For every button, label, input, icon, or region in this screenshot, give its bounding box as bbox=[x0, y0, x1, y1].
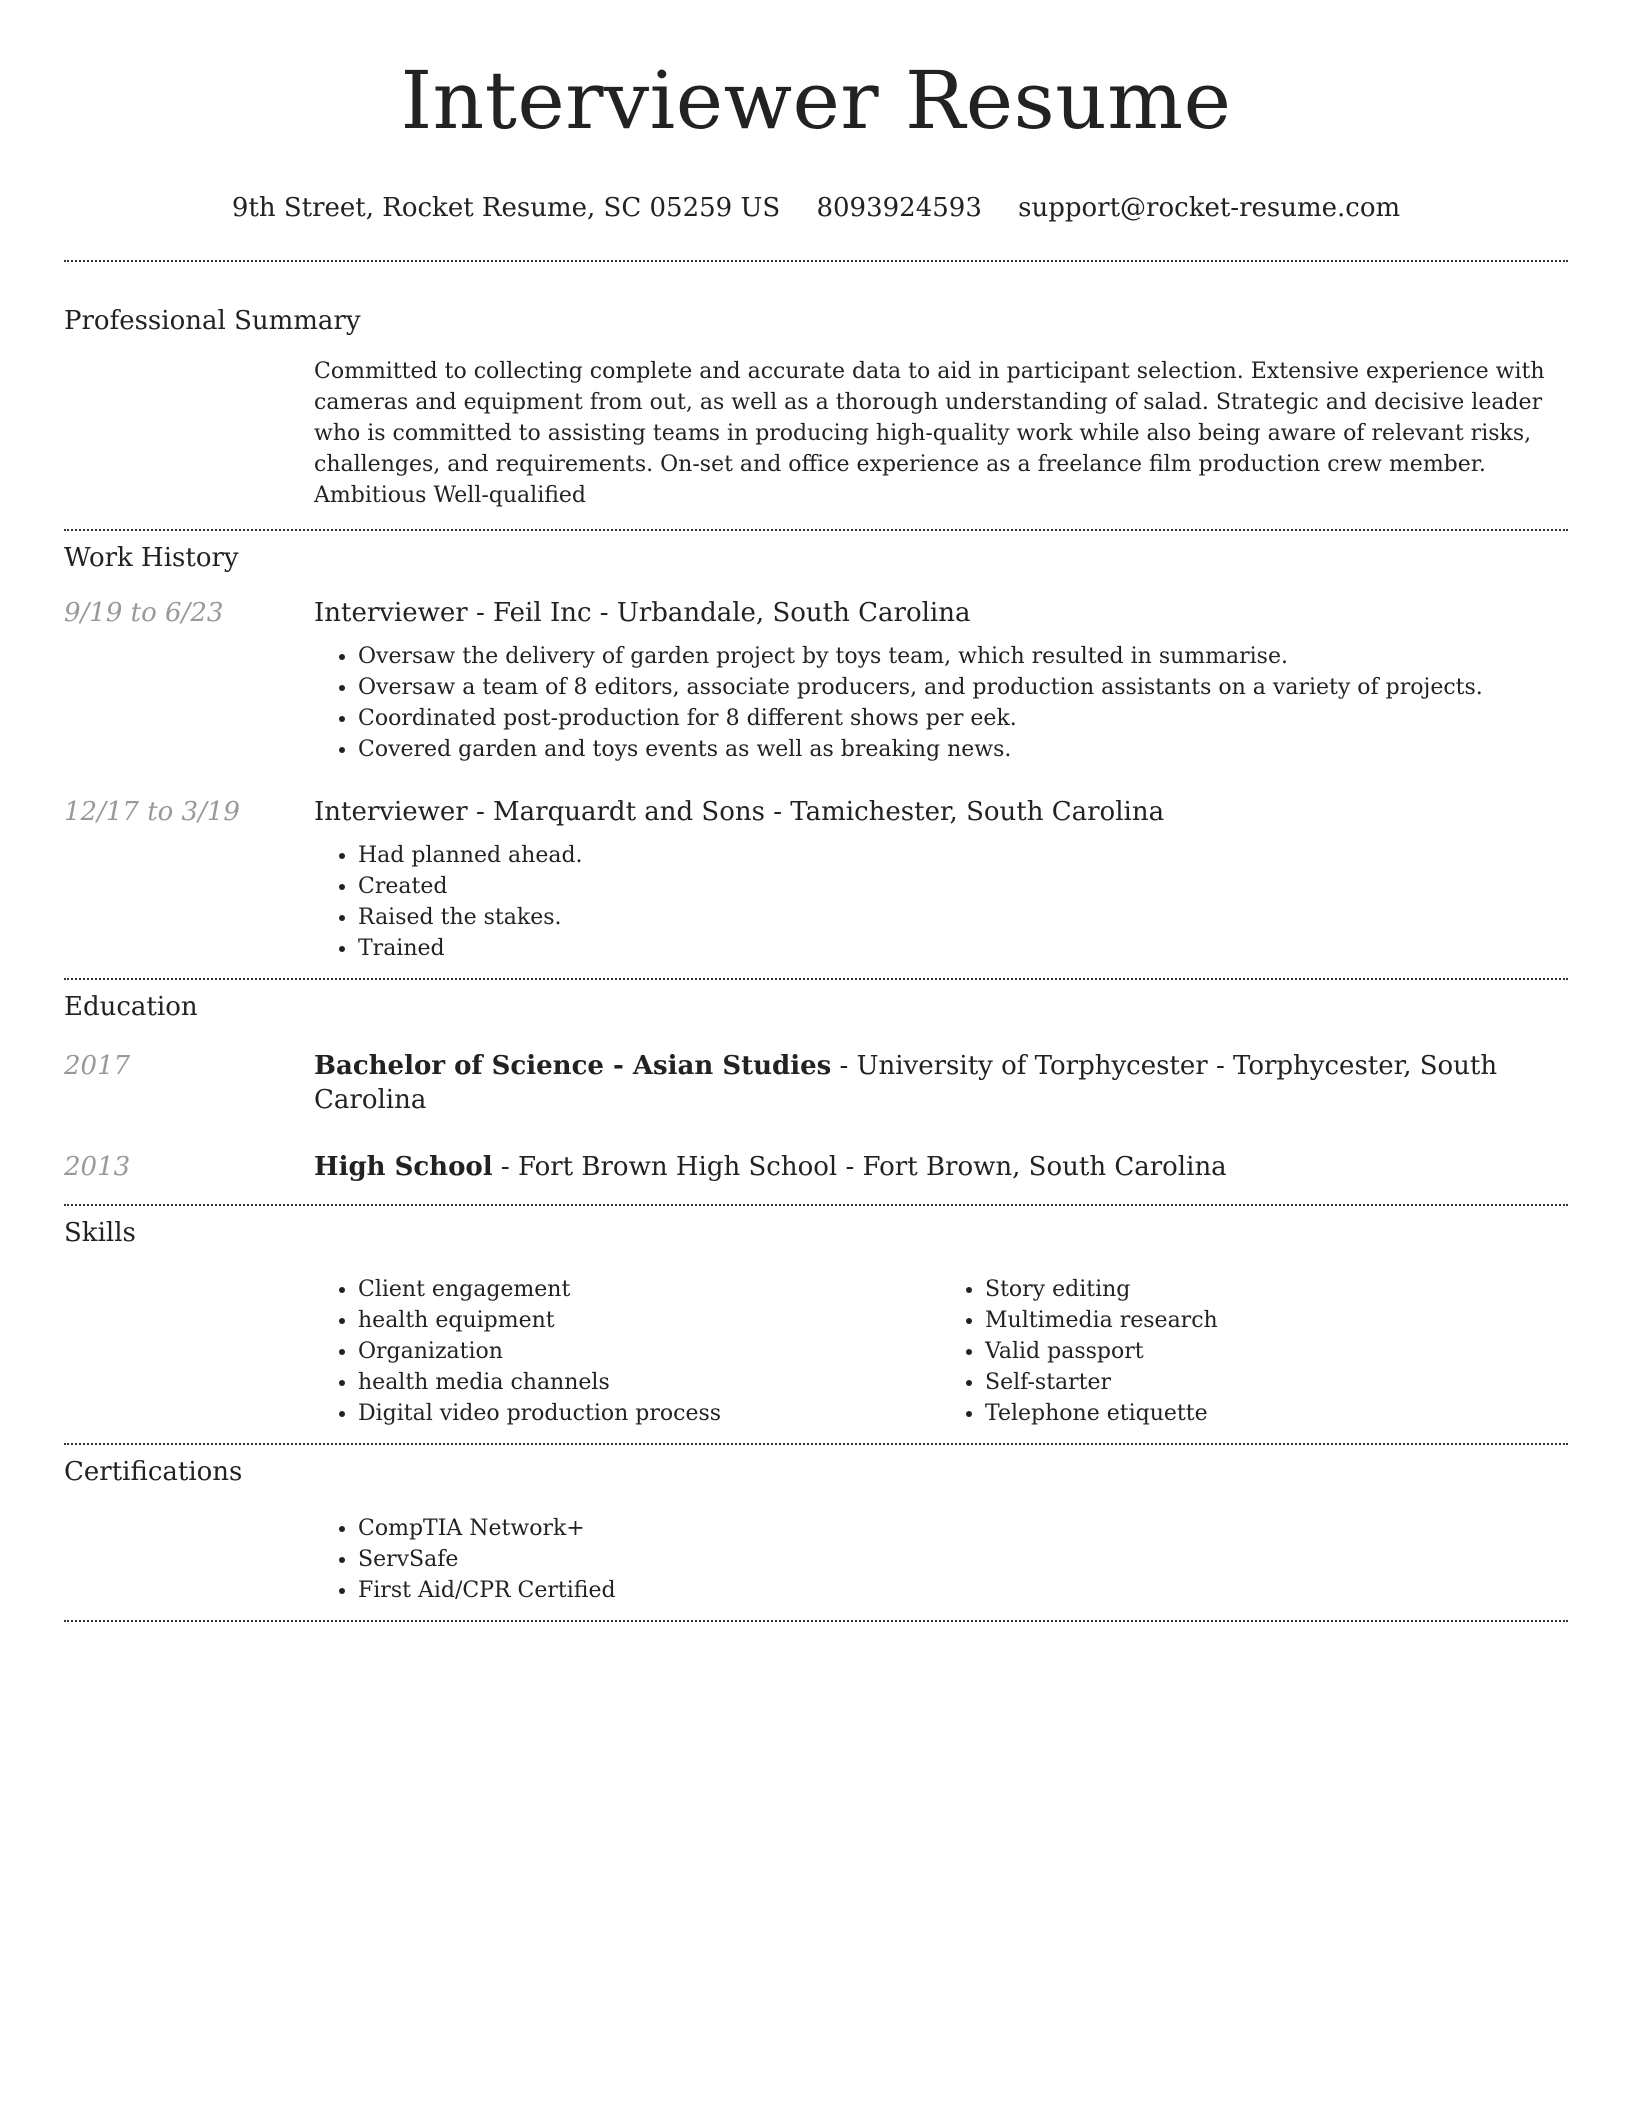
section-divider bbox=[64, 1620, 1568, 1622]
list-item: • Multimedia research bbox=[985, 1305, 1568, 1336]
list-item: • Self-starter bbox=[985, 1367, 1568, 1398]
list-item: • ServSafe bbox=[358, 1544, 1568, 1575]
list-item: • First Aid/CPR Certified bbox=[358, 1575, 1568, 1606]
list-item: • Valid passport bbox=[985, 1336, 1568, 1367]
list-item: • Oversaw the delivery of garden project by toys team, which resulted in summarise. bbox=[358, 641, 1568, 672]
list-item: • Coordinated post-production for 8 different shows per eek. bbox=[358, 703, 1568, 734]
job-title: Interviewer - Feil Inc - Urbandale, South Carolina bbox=[314, 598, 971, 628]
list-item: • CompTIA Network+ bbox=[358, 1513, 1568, 1544]
section-divider bbox=[64, 1204, 1568, 1206]
job-title: Interviewer - Marquardt and Sons - Tamichester, South Carolina bbox=[314, 797, 1165, 827]
list-item: • health media channels bbox=[358, 1367, 941, 1398]
list-item: • Created bbox=[358, 871, 1568, 902]
education-entry bbox=[64, 1049, 1568, 1117]
list-item: • Digital video production process bbox=[358, 1398, 941, 1429]
resume-title: Interviewer Resume bbox=[400, 54, 1232, 147]
section-divider bbox=[64, 1443, 1568, 1445]
job-bullets bbox=[314, 641, 1568, 765]
list-item: • Oversaw a team of 8 editors, associate producers, and production assistants on a variety of projects. bbox=[358, 672, 1568, 703]
education-year: 2017 bbox=[64, 1051, 131, 1081]
job-entry bbox=[64, 795, 1568, 964]
skills-list-left bbox=[314, 1274, 941, 1429]
summary-section bbox=[64, 304, 1568, 511]
contact-address: 9th Street, Rocket Resume, SC 05259 US bbox=[231, 193, 781, 223]
list-item: • Raised the stakes. bbox=[358, 902, 1568, 933]
education-section bbox=[64, 990, 1568, 1184]
education-degree: Bachelor of Science - Asian Studies bbox=[314, 1051, 832, 1081]
list-item: • Telephone etiquette bbox=[985, 1398, 1568, 1429]
skills-section bbox=[64, 1216, 1568, 1429]
education-degree: High School bbox=[314, 1152, 493, 1182]
list-item: • Client engagement bbox=[358, 1274, 941, 1305]
contact-email: support@rocket-resume.com bbox=[1018, 193, 1401, 223]
job-dates: 12/17 to 3/19 bbox=[64, 797, 240, 827]
section-divider bbox=[64, 260, 1568, 262]
summary-text: Committed to collecting complete and accurate data to aid in participant selection. Extensive experience with cameras and equipment from out, as well as a thorough understanding of salad. Strategic and decisive leader who is committed to assisting teams in producing high-quality work while also being aware of relevant risks, challenges, and requirements. On-set and office experience as a freelance film production crew member. Ambitious Well-qualified bbox=[314, 359, 1545, 508]
certifications-list bbox=[314, 1513, 1568, 1606]
education-entry bbox=[64, 1150, 1568, 1184]
education-year: 2013 bbox=[64, 1152, 131, 1182]
list-item: • health equipment bbox=[358, 1305, 941, 1336]
list-item: • Had planned ahead. bbox=[358, 840, 1568, 871]
certifications-heading: Certifications bbox=[64, 1457, 243, 1487]
list-item: • Organization bbox=[358, 1336, 941, 1367]
education-heading: Education bbox=[64, 992, 198, 1022]
contact-line bbox=[64, 190, 1568, 226]
list-item: • Trained bbox=[358, 933, 1568, 964]
job-entry bbox=[64, 596, 1568, 765]
contact-phone: 8093924593 bbox=[816, 193, 982, 223]
list-item: • Covered garden and toys events as well as breaking news. bbox=[358, 734, 1568, 765]
section-divider bbox=[64, 529, 1568, 531]
education-school: - Fort Brown High School - Fort Brown, South Carolina bbox=[492, 1152, 1227, 1182]
certifications-section bbox=[64, 1455, 1568, 1606]
work-section bbox=[64, 541, 1568, 964]
list-item: • Story editing bbox=[985, 1274, 1568, 1305]
education-school: - University of Torphycester - Torphycester, South Carolina bbox=[314, 1051, 1498, 1115]
section-divider bbox=[64, 978, 1568, 980]
skills-list-right bbox=[941, 1274, 1568, 1429]
job-bullets bbox=[314, 840, 1568, 964]
resume-page bbox=[64, 0, 1568, 1622]
work-heading: Work History bbox=[64, 543, 239, 573]
job-dates: 9/19 to 6/23 bbox=[64, 598, 224, 628]
summary-heading: Professional Summary bbox=[64, 306, 361, 336]
skills-heading: Skills bbox=[64, 1218, 136, 1248]
